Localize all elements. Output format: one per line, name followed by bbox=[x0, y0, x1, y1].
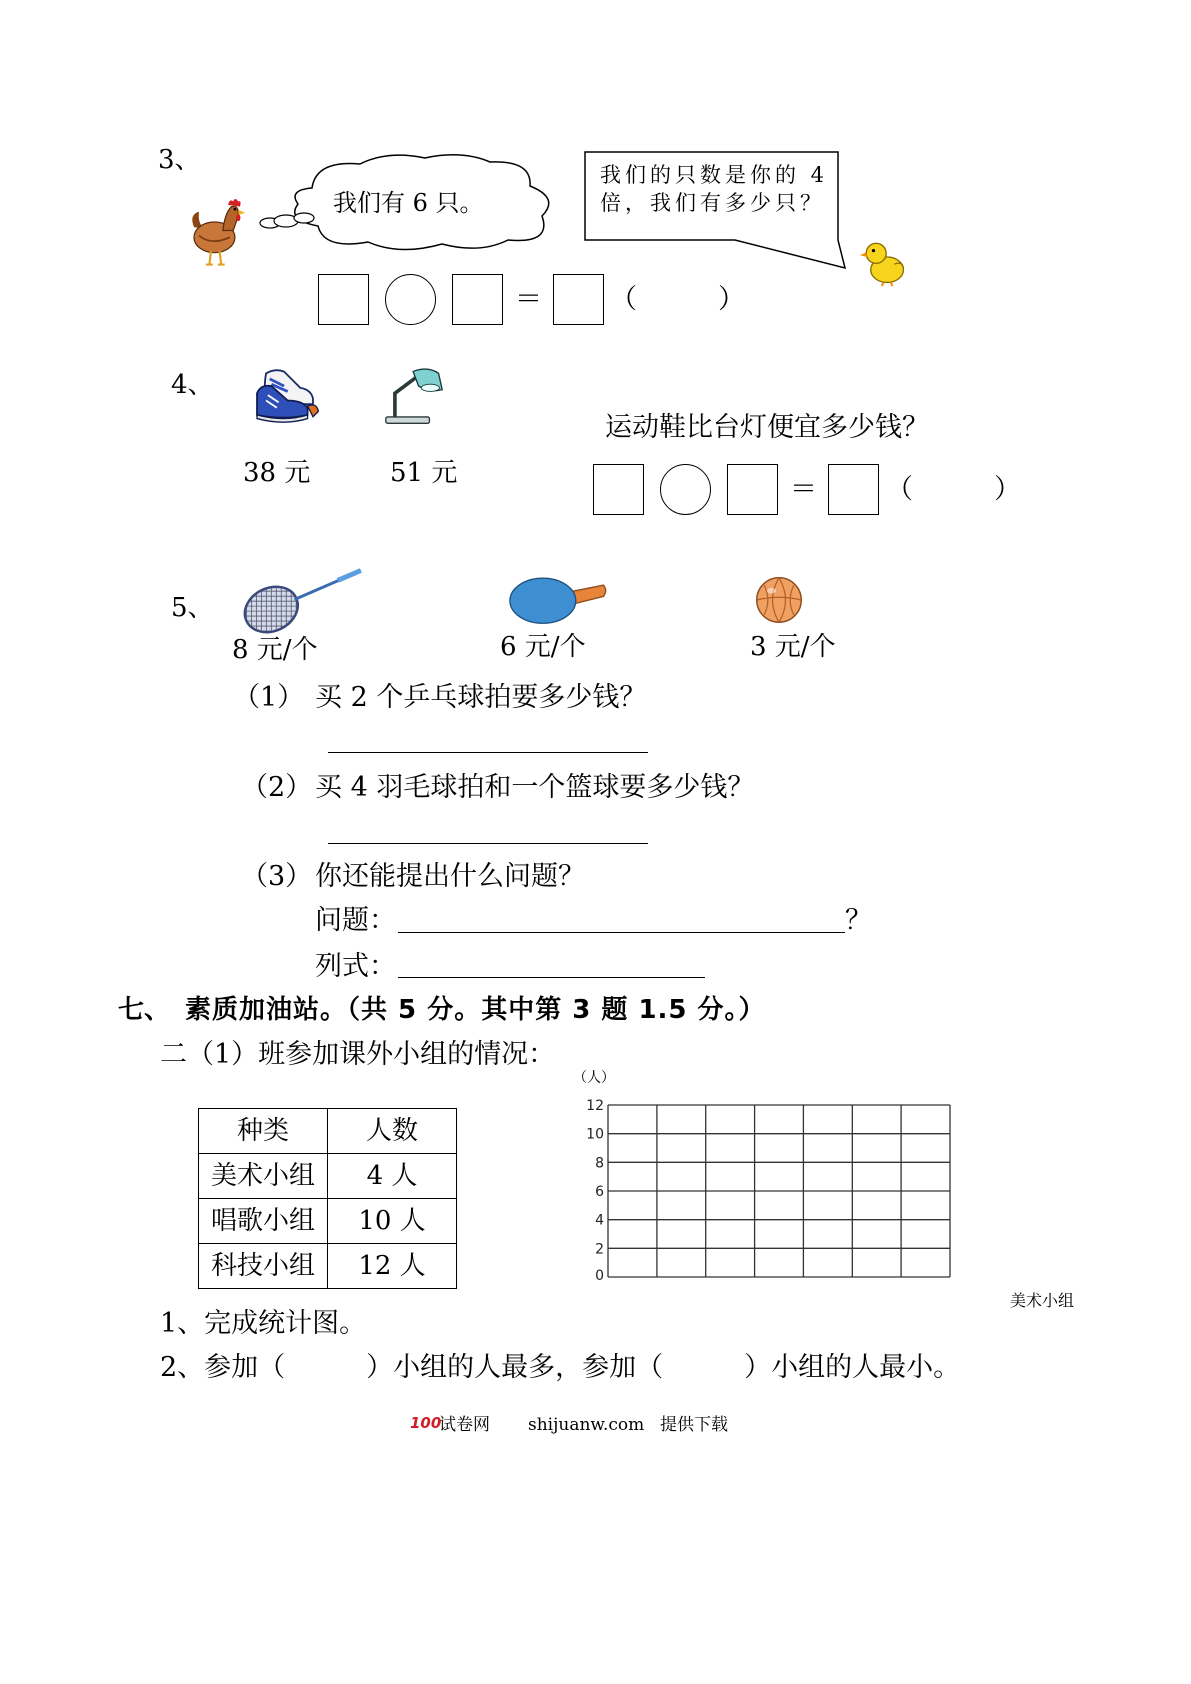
table-cell: 唱歌小组 bbox=[199, 1199, 328, 1244]
table-cell: 12 人 bbox=[328, 1244, 457, 1289]
operator-circle bbox=[660, 464, 711, 515]
thought-dots bbox=[260, 213, 314, 228]
answer-box-2 bbox=[452, 274, 503, 325]
y-tick-label: 8 bbox=[595, 1155, 604, 1172]
formula-line bbox=[398, 977, 705, 978]
y-tick-label: 12 bbox=[586, 1098, 604, 1114]
equals-sign: ＝ bbox=[790, 474, 817, 505]
table-cell: 4 人 bbox=[328, 1154, 457, 1199]
subquestion-1-text: 买 2 个乒乓球拍要多少钱？ bbox=[315, 682, 647, 713]
answer-box-2 bbox=[727, 464, 778, 515]
hen-image bbox=[183, 193, 251, 268]
y-axis-ticks bbox=[586, 1098, 604, 1284]
section-7-number: 七、 bbox=[118, 995, 171, 1025]
basketball-image bbox=[751, 574, 807, 626]
footer-domain: shijuanw.com bbox=[528, 1415, 645, 1435]
question-label: 问题： bbox=[315, 905, 396, 936]
ping-pong-paddle-image bbox=[505, 573, 611, 625]
answer-box-1 bbox=[593, 464, 644, 515]
question-4-number: 4、 bbox=[171, 370, 214, 400]
footer-site-name: 试卷网 bbox=[439, 1415, 490, 1435]
table-row bbox=[199, 1199, 457, 1244]
unit-paren: （ ） bbox=[610, 284, 745, 315]
question-4-text: 运动鞋比台灯便宜多少钱？ bbox=[605, 412, 929, 443]
answer-line-2 bbox=[328, 843, 648, 844]
chart-unit-label: （人） bbox=[573, 1070, 615, 1086]
lamp-illustration bbox=[386, 369, 442, 423]
table-row bbox=[199, 1154, 457, 1199]
chick-speech-line-1: 我们的只数是你的 4 bbox=[600, 163, 829, 187]
answer-line-1 bbox=[328, 752, 648, 753]
club-table bbox=[198, 1108, 457, 1289]
y-tick-label: 2 bbox=[595, 1241, 604, 1258]
chick-illustration bbox=[860, 243, 904, 286]
question-3-number: 3、 bbox=[158, 145, 201, 175]
table-cell: 美术小组 bbox=[199, 1154, 328, 1199]
lamp-price: 51 元 bbox=[390, 458, 458, 488]
desk-lamp-image bbox=[381, 366, 447, 426]
answer-box-result bbox=[828, 464, 879, 515]
subquestion-2-text: 买 4 羽毛球拍和一个篮球要多少钱？ bbox=[315, 772, 755, 803]
equals-sign: ＝ bbox=[515, 284, 542, 315]
ball-illustration bbox=[757, 578, 802, 623]
hen-bubble-text: 我们有 6 只。 bbox=[333, 189, 484, 217]
section-7-title: 素质加油站。（共 5 分。其中第 3 题 1.5 分。） bbox=[185, 995, 766, 1025]
paddle-price: 6 元/个 bbox=[500, 632, 586, 662]
ball-price: 3 元/个 bbox=[750, 632, 836, 662]
subquestion-2-label: （2） bbox=[241, 772, 313, 803]
table-cell: 科技小组 bbox=[199, 1244, 328, 1289]
table-header-cell: 人数 bbox=[328, 1109, 457, 1154]
task-1: 1、完成统计图。 bbox=[160, 1308, 367, 1339]
racket-illustration bbox=[237, 568, 360, 636]
subquestion-3-label: （3） bbox=[241, 861, 313, 892]
y-tick-label: 6 bbox=[595, 1184, 604, 1200]
blank-bar-chart bbox=[560, 1090, 960, 1290]
subquestion-3-text: 你还能提出什么问题？ bbox=[315, 861, 585, 892]
y-tick-label: 4 bbox=[595, 1212, 604, 1229]
table-cell: 10 人 bbox=[328, 1199, 457, 1244]
chart-category-label: 美术小组 bbox=[1010, 1291, 1075, 1310]
chick-image bbox=[858, 236, 908, 288]
answer-box-result bbox=[553, 274, 604, 325]
chick-speech-line-2: 倍，我们有多少只？ bbox=[600, 191, 825, 215]
sneakers-price: 38 元 bbox=[243, 458, 311, 488]
unit-paren: （ ） bbox=[886, 474, 1021, 505]
task-2: 2、参加（ ）小组的人最多，参加（ ）小组的人最小。 bbox=[160, 1352, 961, 1383]
chart-grid bbox=[608, 1105, 950, 1277]
badminton-racket-image bbox=[236, 568, 368, 636]
site-logo: 100 bbox=[410, 1414, 442, 1432]
y-tick-label: 10 bbox=[586, 1126, 604, 1143]
sneakers-illustration bbox=[257, 370, 318, 422]
operator-circle bbox=[385, 274, 436, 325]
table-row bbox=[199, 1244, 457, 1289]
answer-box-1 bbox=[318, 274, 369, 325]
paddle-illustration bbox=[510, 578, 606, 623]
formula-label: 列式： bbox=[315, 951, 396, 982]
subquestion-1-label: （1） bbox=[233, 682, 305, 713]
question-mark: ？ bbox=[845, 905, 872, 936]
racket-price: 8 元/个 bbox=[232, 635, 318, 665]
footer-note: 提供下载 bbox=[660, 1415, 728, 1435]
section-7-intro: 二（1）班参加课外小组的情况： bbox=[160, 1039, 556, 1070]
table-header-cell: 种类 bbox=[199, 1109, 328, 1154]
question-line bbox=[398, 932, 845, 933]
y-tick-label: 0 bbox=[595, 1268, 604, 1284]
sneakers-image bbox=[248, 366, 322, 426]
hen-illustration bbox=[192, 199, 245, 265]
table-header-row bbox=[199, 1109, 457, 1154]
question-5-number: 5、 bbox=[171, 593, 214, 623]
